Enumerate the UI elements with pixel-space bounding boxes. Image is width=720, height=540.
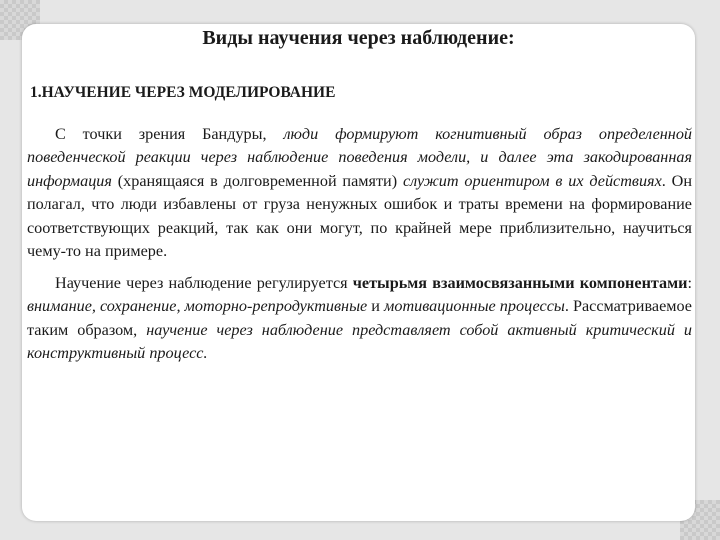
p2-italic-3: научение через наблюдение представляет собой активный критический и конструктивный процесс. — [27, 320, 693, 363]
p2-bold-1: четырьмя взаимосвязанными компонентами — [352, 274, 688, 292]
p2-text-2: : — [687, 274, 692, 292]
slide-title: Виды научения через наблюдение: — [202, 27, 515, 49]
p1-text-3: . Он полагал, что люди избавлены от груза ненужных ошибок и траты времени на формирование соответствующих реакций, так как они могут, по крайней мере приблизительно, научиться чему-то на примере. — [27, 171, 692, 261]
p2-text-3: и — [367, 297, 385, 316]
paragraph-components — [27, 272, 692, 366]
p1-text-2: (хранящаяся в долговременной памяти) — [111, 171, 403, 190]
section-heading: 1.НАУЧЕНИЕ ЧЕРЕЗ МОДЕЛИРОВАНИЕ — [30, 84, 336, 101]
p1-italic-2: служит ориентиром в их действиях — [402, 171, 662, 190]
p2-italic-2: мотивационные процессы — [384, 297, 565, 316]
p1-italic-1: люди формируют когнитивный образ определенной поведенческой реакции через наблюдение поведения модели, и далее эта закодированная информация — [27, 125, 693, 190]
paragraph-bandura — [27, 123, 692, 263]
p2-text-4: . Рассматриваемое таким образом, — [27, 297, 692, 339]
p2-text-1: Научение через наблюдение регулируется — [55, 274, 353, 292]
slide-card — [22, 24, 695, 521]
p2-italic-1: внимание, сохранение, моторно-репродуктивные — [27, 297, 368, 316]
p1-text-1: С точки зрения Бандуры, — [55, 125, 284, 143]
